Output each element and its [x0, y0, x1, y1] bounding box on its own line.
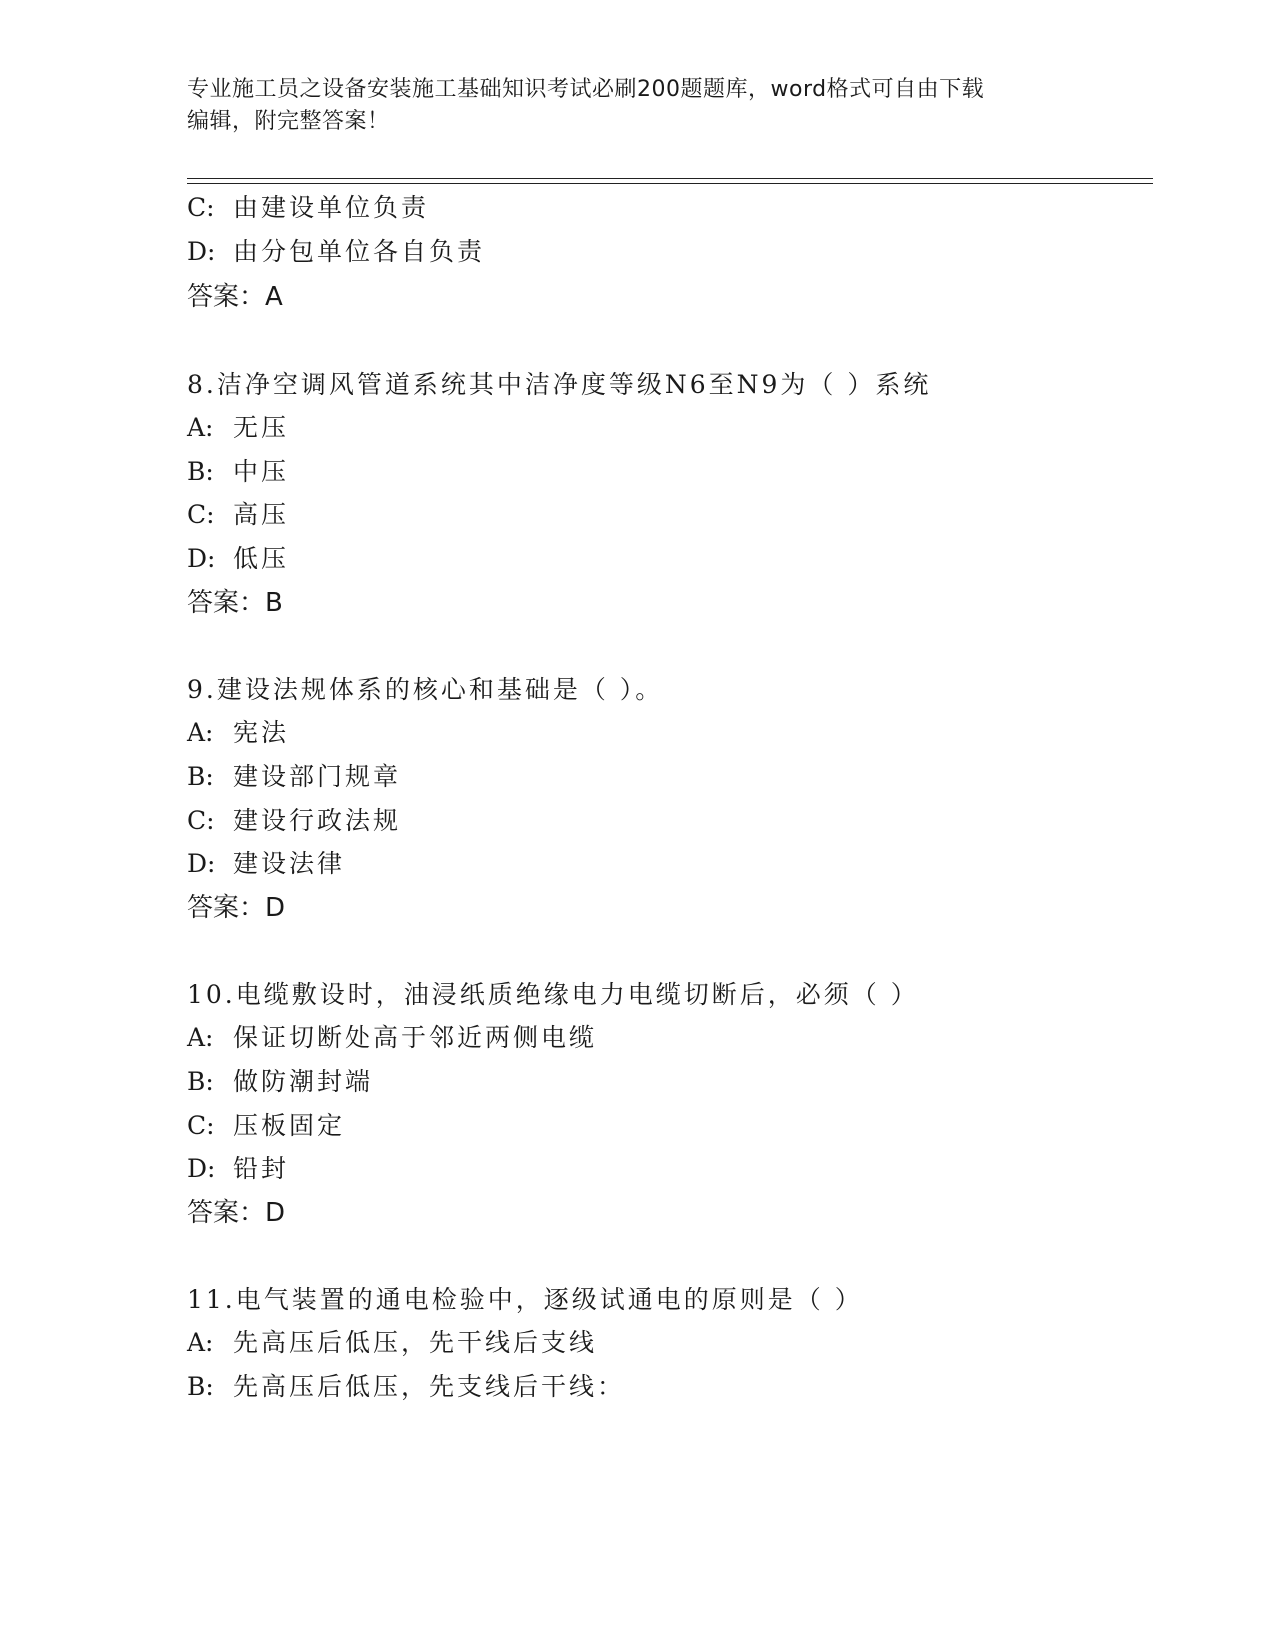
option-c — [187, 192, 429, 224]
option-d — [187, 543, 289, 575]
option-b — [187, 761, 401, 793]
option-b — [187, 1066, 373, 1098]
option-a — [187, 717, 289, 749]
answer-line: 答案：D — [187, 1198, 286, 1228]
option-letter: B: — [187, 1067, 214, 1096]
header-divider-bottom — [187, 183, 1153, 184]
option-text: 由分包单位各自负责 — [233, 237, 486, 266]
option-letter: B: — [187, 1372, 214, 1401]
option-a — [187, 1022, 597, 1054]
option-b — [187, 456, 289, 488]
option-letter: D: — [187, 544, 216, 573]
option-letter: A: — [187, 1023, 214, 1052]
option-text: 建设法律 — [233, 849, 346, 878]
option-c — [187, 499, 289, 531]
option-text: 中压 — [233, 457, 290, 486]
answer-line: 答案：A — [187, 282, 283, 312]
option-letter: B: — [187, 457, 214, 486]
option-text: 先高压后低压，先支线后干线： — [233, 1372, 626, 1401]
option-a — [187, 412, 289, 444]
option-letter: C: — [187, 193, 215, 222]
header-divider-top — [187, 178, 1153, 179]
option-letter: C: — [187, 806, 215, 835]
option-text: 压板固定 — [233, 1111, 346, 1140]
option-d — [187, 236, 485, 268]
option-text: 先高压后低压，先干线后支线 — [233, 1328, 598, 1357]
option-letter: A: — [187, 718, 214, 747]
header-title-line2: 编辑，附完整答案！ — [187, 109, 390, 134]
option-text: 保证切断处高于邻近两侧电缆 — [233, 1023, 598, 1052]
option-c — [187, 1110, 345, 1142]
option-letter: C: — [187, 500, 215, 529]
option-text: 高压 — [233, 500, 290, 529]
question-stem: 11.电气装置的通电检验中，逐级试通电的原则是（ ） — [187, 1285, 863, 1314]
question-stem: 9.建设法规体系的核心和基础是（ ）。 — [187, 675, 664, 704]
question-stem: 10.电缆敷设时，油浸纸质绝缘电力电缆切断后，必须（ ） — [187, 980, 919, 1009]
answer-line: 答案：D — [187, 893, 286, 923]
option-d — [187, 848, 345, 880]
option-text: 无压 — [233, 413, 290, 442]
document-header — [187, 74, 1087, 138]
option-text: 铅封 — [233, 1154, 290, 1183]
answer-line: 答案：B — [187, 588, 283, 618]
option-letter: A: — [187, 1328, 214, 1357]
option-c — [187, 805, 401, 837]
option-text: 建设部门规章 — [233, 762, 402, 791]
option-letter: D: — [187, 1154, 216, 1183]
option-letter: D: — [187, 237, 216, 266]
option-letter: D: — [187, 849, 216, 878]
option-text: 做防潮封端 — [233, 1067, 374, 1096]
option-b — [187, 1371, 625, 1403]
option-letter: A: — [187, 413, 214, 442]
option-letter: C: — [187, 1111, 215, 1140]
option-d — [187, 1153, 289, 1185]
option-text: 由建设单位负责 — [233, 193, 430, 222]
option-text: 宪法 — [233, 718, 290, 747]
option-a — [187, 1327, 597, 1359]
question-stem: 8.洁净空调风管道系统其中洁净度等级N6至N9为（ ）系统 — [187, 370, 932, 399]
option-text: 建设行政法规 — [233, 806, 402, 835]
option-text: 低压 — [233, 544, 290, 573]
option-letter: B: — [187, 762, 214, 791]
header-title-line1: 专业施工员之设备安装施工基础知识考试必刷200题题库，word格式可自由下载 — [187, 77, 985, 102]
